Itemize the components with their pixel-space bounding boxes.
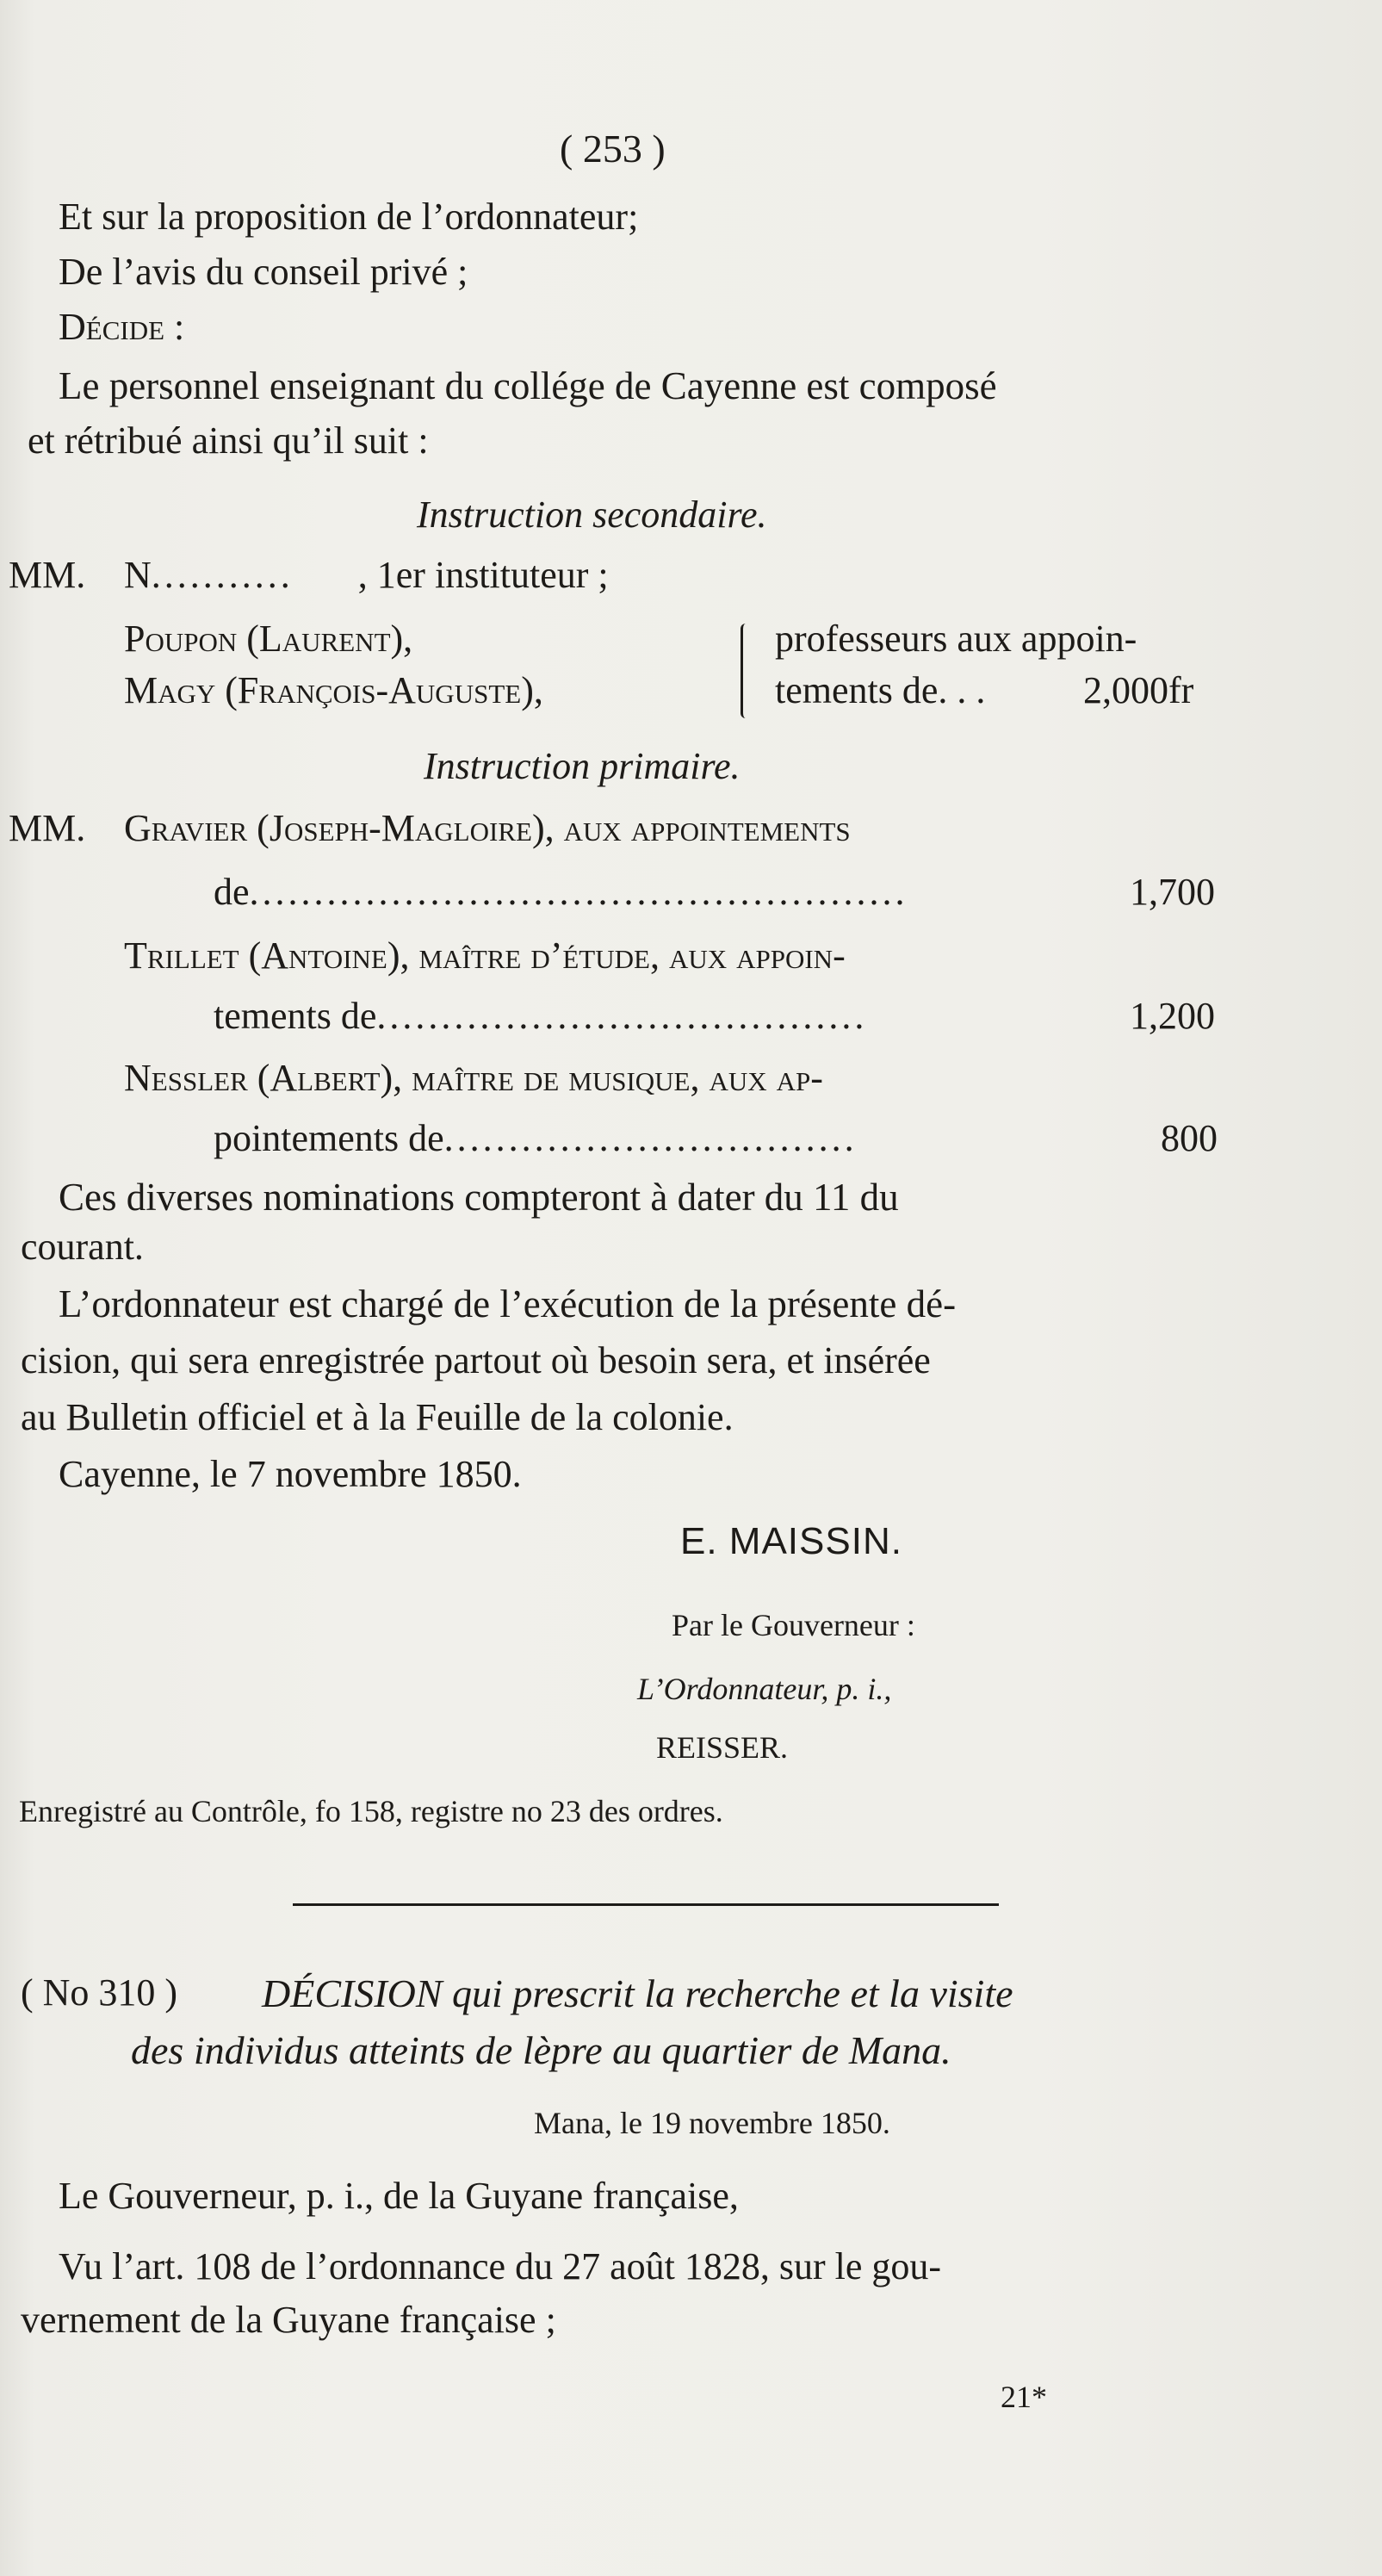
nessler-pointements: pointements de: [214, 1117, 444, 1159]
trillet-amount: 1,200: [1130, 995, 1215, 1037]
entry-gravier-line-1: Gravier (Joseph-Magloire), aux appointements: [124, 807, 851, 849]
heading-instruction-secondaire: Instruction secondaire.: [417, 493, 767, 536]
separator-rule: [293, 1903, 999, 1906]
text-line-1: Et sur la proposition de l’ordonnateur;: [59, 196, 639, 238]
par-le-gouverneur: Par le Gouverneur :: [672, 1608, 915, 1642]
entry-n-name: N: [124, 554, 152, 596]
entry-trillet-line-2: tements de......................................: [214, 995, 868, 1037]
profs-amount: 2,000fr: [1083, 669, 1194, 711]
gravier-amount: 1,700: [1130, 871, 1215, 913]
entry-nessler-line-1: Nessler (Albert), maître de musique, aux ap-: [124, 1057, 823, 1099]
entry-n-role: , 1er instituteur ;: [357, 554, 609, 596]
entry-trillet-line-1: Trillet (Antoine), maître d’étude, aux appoin-: [124, 934, 846, 977]
entry-gravier-line-2: de...................................................: [214, 871, 908, 913]
entry-magy: Magy (François-Auguste),: [124, 669, 543, 711]
mm-label-2: MM.: [9, 807, 86, 849]
text-line-4: Le personnel enseignant du collége de Cayenne est composé: [59, 364, 997, 407]
trillet-tements: tements de: [214, 995, 377, 1037]
text-line-5: et rétribué ainsi qu’il suit :: [28, 419, 429, 462]
closing-line-1: Ces diverses nominations compteront à dater du 11 du: [59, 1176, 899, 1219]
closing-line-6: Cayenne, le 7 novembre 1850.: [59, 1453, 522, 1495]
profs-line-1: professeurs aux appoin-: [775, 618, 1137, 660]
entry-nessler-line-2: pointements de................................: [214, 1117, 858, 1159]
gravier-de: de: [214, 871, 250, 913]
entry-n: N........... , 1er instituteur ;: [124, 554, 609, 596]
closing-line-3: L’ordonnateur est chargé de l’exécution de la présente dé-: [59, 1282, 957, 1325]
brace: [741, 624, 753, 718]
decision-line-2: Vu l’art. 108 de l’ordonnance du 27 août 1828, sur le gou-: [59, 2245, 941, 2287]
closing-line-2: courant.: [21, 1226, 144, 1268]
profs-line-2: tements de. . .: [775, 669, 986, 711]
closing-line-4: cision, qui sera enregistrée partout où besoin sera, et insérée: [21, 1339, 931, 1381]
signature-mark: 21*: [1001, 2380, 1047, 2414]
entry-poupon: Poupon (Laurent),: [124, 618, 413, 660]
ordonnateur-label: L’Ordonnateur, p. i.,: [637, 1672, 892, 1706]
decision-title-line-2: des individus atteints de lèpre au quartier de Mana.: [131, 2028, 951, 2072]
decision-number: ( No 310 ): [21, 1971, 178, 2014]
signature-reisser: REISSER.: [656, 1730, 789, 1765]
registration-line: Enregistré au Contrôle, fo 158, registre no 23 des ordres.: [19, 1794, 723, 1828]
decision-date: Mana, le 19 novembre 1850.: [534, 2106, 890, 2140]
mm-label-1: MM.: [9, 554, 86, 596]
decision-title-line-1: DÉCISION qui prescrit la recherche et la visite: [262, 1971, 1013, 2015]
nessler-amount: 800: [1161, 1117, 1218, 1159]
signature-maissin: E. MAISSIN.: [680, 1520, 902, 1562]
heading-instruction-primaire: Instruction primaire.: [424, 745, 741, 787]
text-line-2: De l’avis du conseil privé ;: [59, 251, 468, 293]
decision-line-1: Le Gouverneur, p. i., de la Guyane française,: [59, 2175, 739, 2217]
closing-line-5: au Bulletin officiel et à la Feuille de la colonie.: [21, 1396, 734, 1438]
decision-line-3: vernement de la Guyane française ;: [21, 2299, 556, 2341]
decide-heading: Décide :: [59, 306, 185, 348]
page-number: ( 253 ): [560, 127, 666, 171]
